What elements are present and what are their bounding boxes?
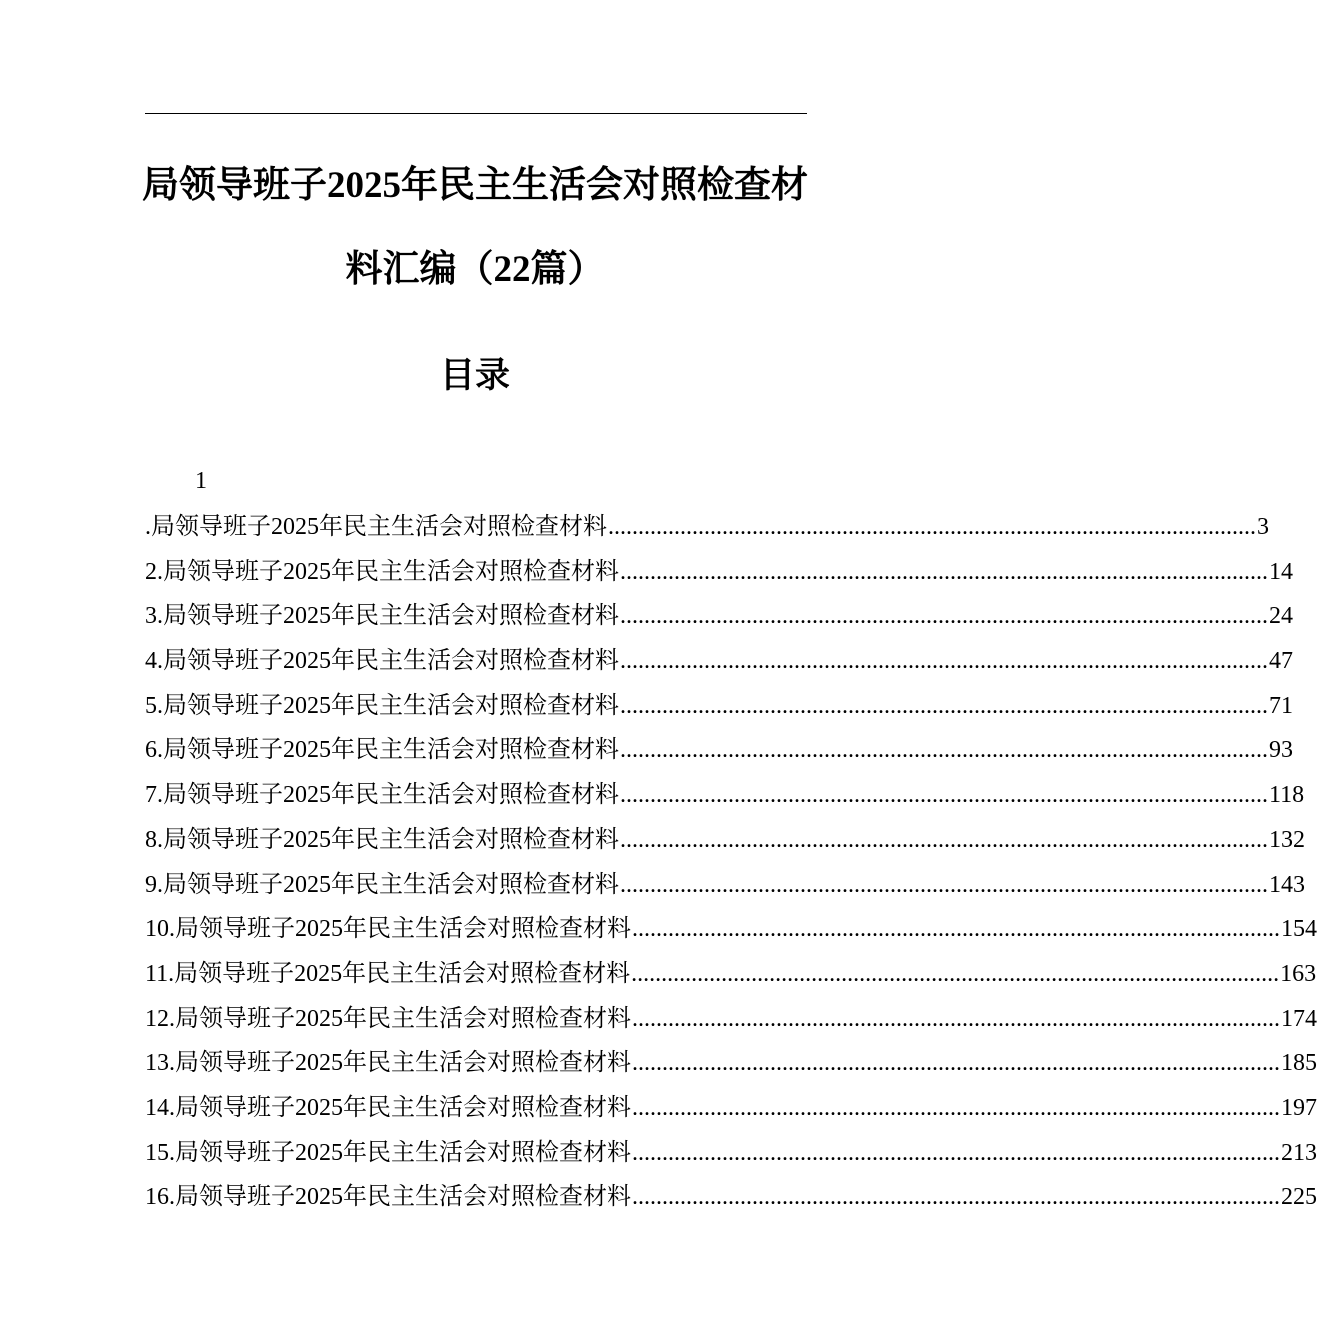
toc-item-label: 5.局领导班子2025年民主生活会对照检查材料: [145, 692, 619, 719]
toc-item-label: .局领导班子2025年民主生活会对照检查材料: [145, 514, 607, 540]
toc-item[interactable]: [145, 863, 1305, 908]
toc-dot-leader: ............................................................................................................: [620, 648, 1268, 675]
toc-item-page: 71: [1269, 692, 1293, 719]
toc-dot-leader: ............................................................................................................: [620, 558, 1268, 585]
toc-item-page: 154: [1281, 916, 1317, 943]
toc-item-label: 3.局领导班子2025年民主生活会对照检查材料: [145, 603, 619, 630]
toc-item-page: 197: [1281, 1094, 1317, 1121]
toc-item[interactable]: [145, 907, 1317, 952]
toc-item-label: 2.局领导班子2025年民主生活会对照检查材料: [145, 558, 619, 585]
toc-item-page: 163: [1280, 960, 1317, 987]
toc-item-page: 132: [1269, 826, 1305, 853]
toc-item-label: 4.局领导班子2025年民主生活会对照检查材料: [145, 648, 619, 675]
toc-item-label: 16.局领导班子2025年民主生活会对照检查材料: [145, 1184, 631, 1211]
toc-dot-leader: ............................................................................................................: [620, 692, 1268, 719]
toc-dot-leader: ............................................................................................................: [620, 603, 1268, 630]
toc-dot-leader: ............................................................................................................: [632, 1139, 1280, 1166]
toc-item-label: 9.局领导班子2025年民主生活会对照检查材料: [145, 871, 619, 898]
toc-item[interactable]: [145, 550, 1293, 595]
toc-item-label: 11.局领导班子2025年民主生活会对照检查材料: [145, 960, 631, 987]
toc-item-label: 15.局领导班子2025年民主生活会对照检查材料: [145, 1139, 631, 1166]
toc-item-page: 118: [1269, 782, 1305, 809]
toc-item[interactable]: [145, 594, 1293, 639]
toc-item-label: 10.局领导班子2025年民主生活会对照检查材料: [145, 916, 631, 943]
toc-item-label: 6.局领导班子2025年民主生活会对照检查材料: [145, 737, 619, 764]
toc-dot-leader: ............................................................................................................: [620, 737, 1268, 764]
toc-item-label: 12.局领导班子2025年民主生活会对照检查材料: [145, 1005, 631, 1032]
toc-list: [145, 505, 1317, 1220]
toc-item-page: 14: [1269, 558, 1293, 585]
toc-item[interactable]: [145, 818, 1305, 863]
toc-item-page: 225: [1281, 1184, 1317, 1211]
toc-item-page: 93: [1269, 737, 1293, 764]
toc-item-page: 47: [1269, 648, 1293, 675]
toc-heading: 目录: [439, 356, 510, 395]
toc-item-page: 24: [1269, 603, 1293, 630]
title-line-2: 料汇编（22篇）: [345, 249, 605, 290]
toc-item-page: 3: [1257, 514, 1269, 540]
toc-item[interactable]: [145, 1041, 1317, 1086]
header-rule: [145, 113, 807, 114]
toc-dot-leader: ............................................................................................................: [631, 960, 1280, 987]
toc-item[interactable]: [145, 1086, 1317, 1131]
toc-first-item-number: 1: [195, 468, 207, 494]
toc-dot-leader: ............................................................................................................: [632, 916, 1280, 943]
toc-dot-leader: ............................................................................................................: [632, 1094, 1280, 1121]
toc-item[interactable]: [145, 997, 1317, 1042]
toc-item[interactable]: [145, 773, 1305, 818]
toc-dot-leader: ............................................................................................................: [620, 782, 1268, 809]
toc-item-label: 14.局领导班子2025年民主生活会对照检查材料: [145, 1094, 631, 1121]
toc-dot-leader: ............................................................................................................: [632, 1050, 1280, 1077]
toc-item-label: 8.局领导班子2025年民主生活会对照检查材料: [145, 826, 619, 853]
toc-item-label: 13.局领导班子2025年民主生活会对照检查材料: [145, 1050, 631, 1077]
toc-item[interactable]: [145, 1131, 1317, 1176]
toc-item-page: 213: [1281, 1139, 1317, 1166]
title-line-1: 局领导班子2025年民主生活会对照检查材: [142, 165, 808, 206]
toc-item[interactable]: [145, 684, 1293, 729]
toc-item[interactable]: [145, 952, 1317, 997]
toc-dot-leader: ............................................................................................................: [608, 514, 1256, 540]
toc-dot-leader: ............................................................................................................: [620, 871, 1268, 898]
toc-item-page: 174: [1281, 1005, 1317, 1032]
toc-item-label: 7.局领导班子2025年民主生活会对照检查材料: [145, 782, 619, 809]
toc-item[interactable]: [145, 505, 1269, 550]
toc-dot-leader: ............................................................................................................: [632, 1184, 1280, 1211]
toc-item-page: 143: [1269, 871, 1305, 898]
toc-dot-leader: ............................................................................................................: [620, 826, 1268, 853]
toc-item[interactable]: [145, 1175, 1317, 1220]
toc-dot-leader: ............................................................................................................: [632, 1005, 1280, 1032]
toc-item[interactable]: [145, 639, 1293, 684]
document-title: [130, 144, 820, 312]
toc-item[interactable]: [145, 728, 1293, 773]
toc-item-page: 185: [1281, 1050, 1317, 1077]
